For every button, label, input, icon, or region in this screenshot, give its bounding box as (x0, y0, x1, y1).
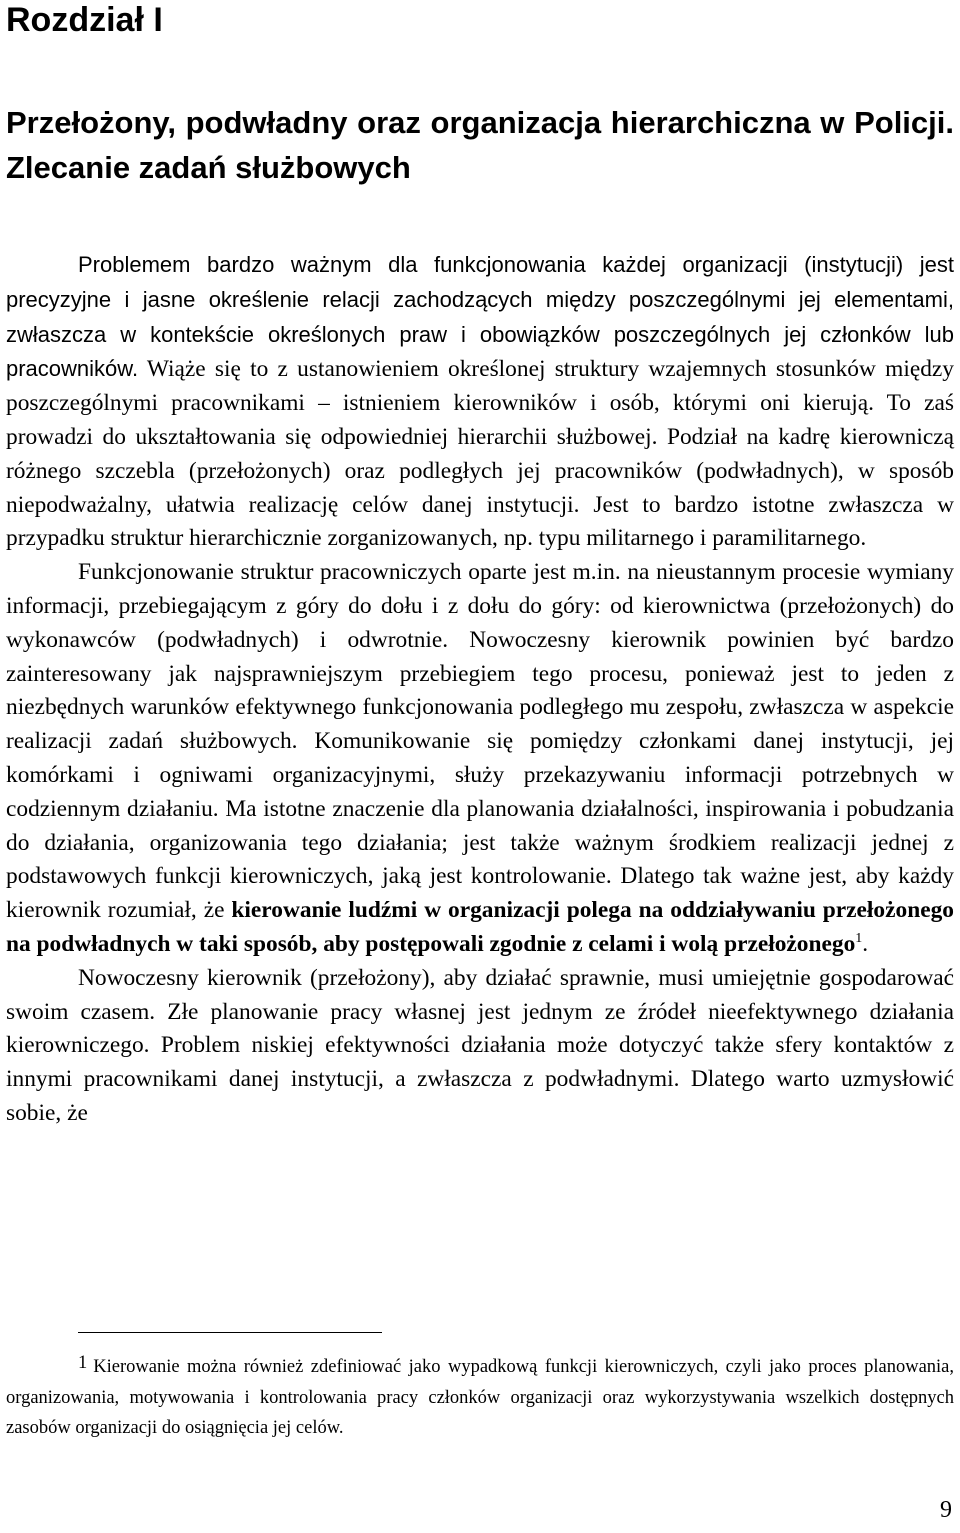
footnote-mark: 1 (78, 1353, 88, 1373)
page-number: 9 (940, 1497, 952, 1523)
paragraph-1 (6, 248, 954, 556)
footnote-text: Kierowanie można również zdefiniować jako wypadkową funkcji kierowniczych, czyli jako proces planowania, organizowania, motywowania i kontrolowania pracy członków organizacji oraz wykorzystywania wszelkich dostępnych zasobów organizacji do osiągnięcia jej celów. (6, 1357, 954, 1438)
paragraph-2-bold-definition: kierowanie ludźmi w organizacji polega na oddziaływaniu przełożonego na podwładnych w taki sposób, aby postępowali zgodnie z celami i wolą przełożonego (6, 897, 954, 957)
footnote-reference-number: 1 (855, 930, 863, 946)
body-text (6, 248, 954, 1131)
footnote-separator (78, 1332, 382, 1333)
paragraph-3 (6, 962, 954, 1131)
paragraph-2 (6, 556, 954, 962)
chapter-heading: Rozdział I (6, 1, 163, 39)
paragraph-1-opening: Problemem bardzo ważnym dla funkcjonowania każdej organizacji (instytucji) jest precyzyjne i jasne określenie relacji zachodzących między poszczególnymi jej elementami, zwłaszcza w kontekście określonych praw i obowiązków poszczególnych jej członków lub pracowników. (6, 252, 954, 382)
paragraph-2-end: . (862, 930, 869, 957)
paragraph-1-rest: Wiąże się to z ustanowieniem określonej struktury wzajemnych stosunków między poszczególnymi pracownikami – istnieniem kierowników i osób, którymi oni kierują. To zaś prowadzi do ukształtowania się odpowiedniej hierarchii służbowej. Podział na kadrę kierowniczą różnego szczebla (przełożonych) oraz podległych jej pracowników (podwładnych), w sposób niepodważalny, ułatwia realizację celów danej instytucji. Jest to bardzo istotne zwłaszcza w przypadku struktur hierarchicznie zorganizowanych, np. typu militarnego i paramilitarnego. (6, 356, 954, 552)
paragraph-2-text: Funkcjonowanie struktur pracowniczych oparte jest m.in. na nieustannym procesie wymiany informacji, przebiegającym z góry do dołu i z dołu do góry: od kierownictwa (przełożonych) do wykonawców (podwładnych) i odwrotnie. Nowoczesny kierownik powinien być bardzo zainteresowany jak najsprawniejszym przebiegiem tego procesu, ponieważ jest to jeden z niezbędnych warunków efektywnego funkcjonowania podległego mu zespołu, zwłaszcza w aspekcie realizacji zadań służbowych. Komunikowanie się pomiędzy członkami danej instytucji, jej komórkami i ogniwami organizacyjnymi, służy przekazywaniu informacji potrzebnych w codziennym działaniu. Ma istotne znaczenie dla planowania działalności, inspirowania i pobudzania do działania, organizowania tego działania; jest także ważnym środkiem realizacji jednej z podstawowych funkcji kierowniczych, jaką jest kontrolowanie. Dlatego tak ważne jest, aby każdy kierownik rozumiał, że (6, 559, 954, 924)
footnote (6, 1348, 954, 1444)
paragraph-3-text: Nowoczesny kierownik (przełożony), aby działać sprawnie, musi umiejętnie gospodarować swoim czasem. Złe planowanie pracy własnej jest jednym ze źródeł nieefektywnego działania kierowniczego. Problem niskiej efektywności działania może dotyczyć także sfery kontaktów z innymi pracownikami danej instytucji, a zwłaszcza z podwładnymi. Dlatego warto uzmysłowić sobie, że (6, 964, 954, 1126)
section-title: Przełożony, podwładny oraz organizacja hierarchiczna w Policji. Zlecanie zadań służbowych (6, 105, 954, 185)
